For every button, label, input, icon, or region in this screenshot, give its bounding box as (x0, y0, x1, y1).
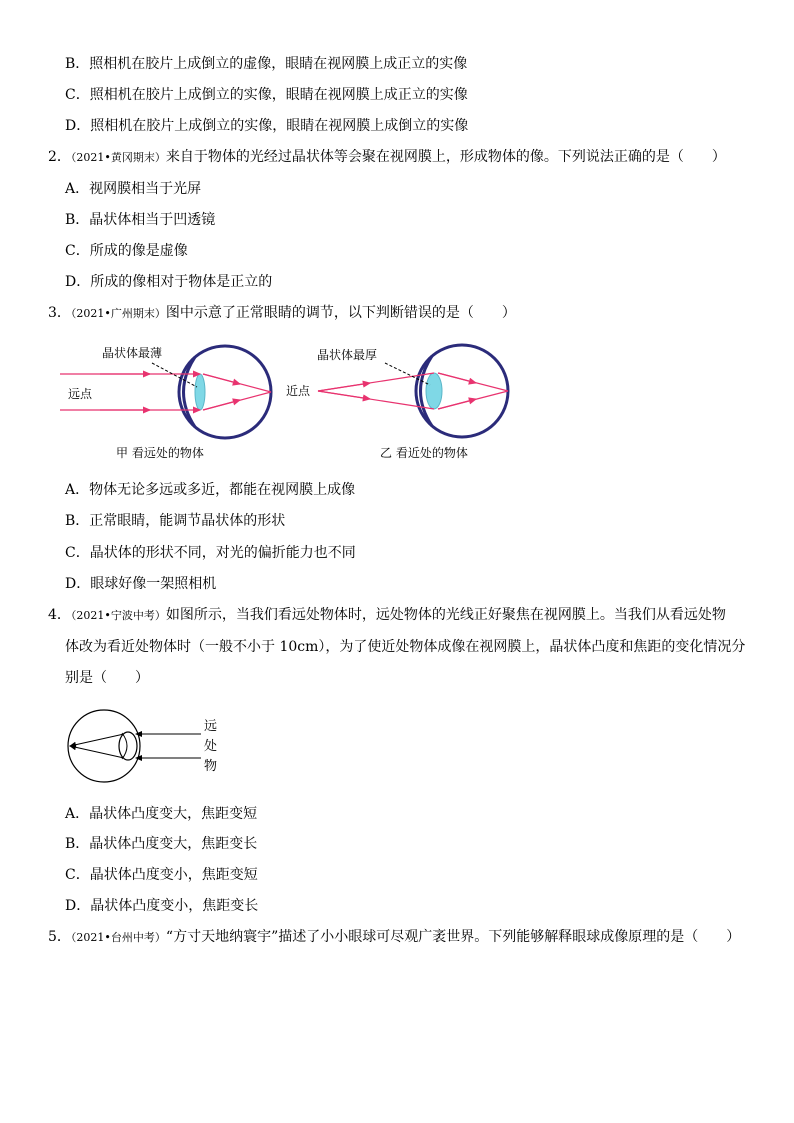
q4-label-far-1: 远 (204, 719, 218, 734)
q3-label-thick: 晶状体最厚 (317, 348, 378, 362)
q3-option-d: D．眼球好像一架照相机 (65, 576, 217, 592)
q4-option-a: A．晶状体凸度变大，焦距变短 (65, 806, 258, 822)
q5-number: 5． (48, 929, 71, 945)
eye-b-lens (426, 373, 442, 409)
q3-stem-text: 图中示意了正常眼睛的调节，以下判断错误的是（ ） (165, 305, 516, 321)
eye-a-group (60, 345, 271, 460)
q3-caption-a: 甲 看远处的物体 (116, 446, 204, 460)
q2-option-c: C．所成的像是虚像 (65, 243, 188, 259)
q2-stem-text: 来自于物体的光经过晶状体等会聚在视网膜上，形成物体的像。下列说法正确的是（ ） (165, 149, 726, 165)
q5-stem-text: “方寸天地纳寰宇”描述了小小眼球可尽观广袤世界。下列能够解释眼球成像原理的是（ ） (165, 929, 741, 945)
q3-stem (48, 304, 516, 323)
q4-option-c: C．晶状体凸度变小，焦距变短 (65, 867, 258, 883)
q2-option-a: A．视网膜相当于光屏 (65, 181, 202, 197)
q4-option-b: B．晶状体凸度变大，焦距变长 (65, 836, 258, 852)
q4-label-far-3: 物 (204, 759, 218, 774)
q3-label-thin: 晶状体最薄 (102, 346, 163, 360)
q2-source: （2021•黄冈期末） (70, 151, 166, 164)
q1-option-c: C．照相机在胶片上成倒立的实像，眼睛在视网膜上成正立的实像 (65, 87, 468, 103)
q3-source: （2021•广州期末） (70, 307, 166, 320)
q4-source: （2021•宁波中考） (70, 609, 166, 622)
q4-stem-line2: 体改为看近处物体时（一般不小于 10cm），为了使近处物体成像在视网膜上，晶状体凸度和焦距的变化情况分 (65, 639, 746, 655)
q4-stem-line3: 别是（ ） (65, 670, 149, 686)
q3-number: 3． (48, 305, 71, 321)
q1-option-b: B．照相机在胶片上成倒立的虚像，眼睛在视网膜上成正立的实像 (65, 56, 468, 72)
q4-number: 4． (48, 607, 71, 623)
q2-option-b: B．晶状体相当于凹透镜 (65, 212, 216, 228)
q4-option-d: D．晶状体凸度变小，焦距变长 (65, 898, 259, 914)
q3-label-near-point: 近点 (286, 384, 311, 398)
q4-stem-line1: 如图所示，当我们看远处物体时，远处物体的光线正好聚焦在视网膜上。当我们从看远处物 (165, 607, 726, 623)
q3-option-c: C．晶状体的形状不同，对光的偏折能力也不同 (65, 545, 356, 561)
q3-option-b: B．正常眼睛，能调节晶状体的形状 (65, 513, 286, 529)
q5-source: （2021•台州中考） (70, 931, 166, 944)
q4-stem (48, 606, 726, 625)
q4-eye-diagram (66, 706, 226, 796)
q5-stem (48, 928, 740, 947)
q3-label-far-point: 远点 (68, 387, 93, 401)
q3-caption-b: 乙 看近处的物体 (380, 446, 468, 460)
q3-eye-diagram (60, 335, 530, 470)
eye-b-group (286, 345, 508, 460)
q3-option-a: A．物体无论多远或多近，都能在视网膜上成像 (65, 482, 356, 498)
q2-stem (48, 148, 726, 167)
q1-option-d: D．照相机在胶片上成倒立的实像，眼睛在视网膜上成倒立的实像 (65, 118, 469, 134)
q2-number: 2． (48, 149, 71, 165)
q2-option-d: D．所成的像相对于物体是正立的 (65, 274, 273, 290)
eye-a-lens (195, 374, 205, 410)
q4-label-far-2: 处 (204, 739, 218, 754)
q4-lens (119, 732, 137, 760)
